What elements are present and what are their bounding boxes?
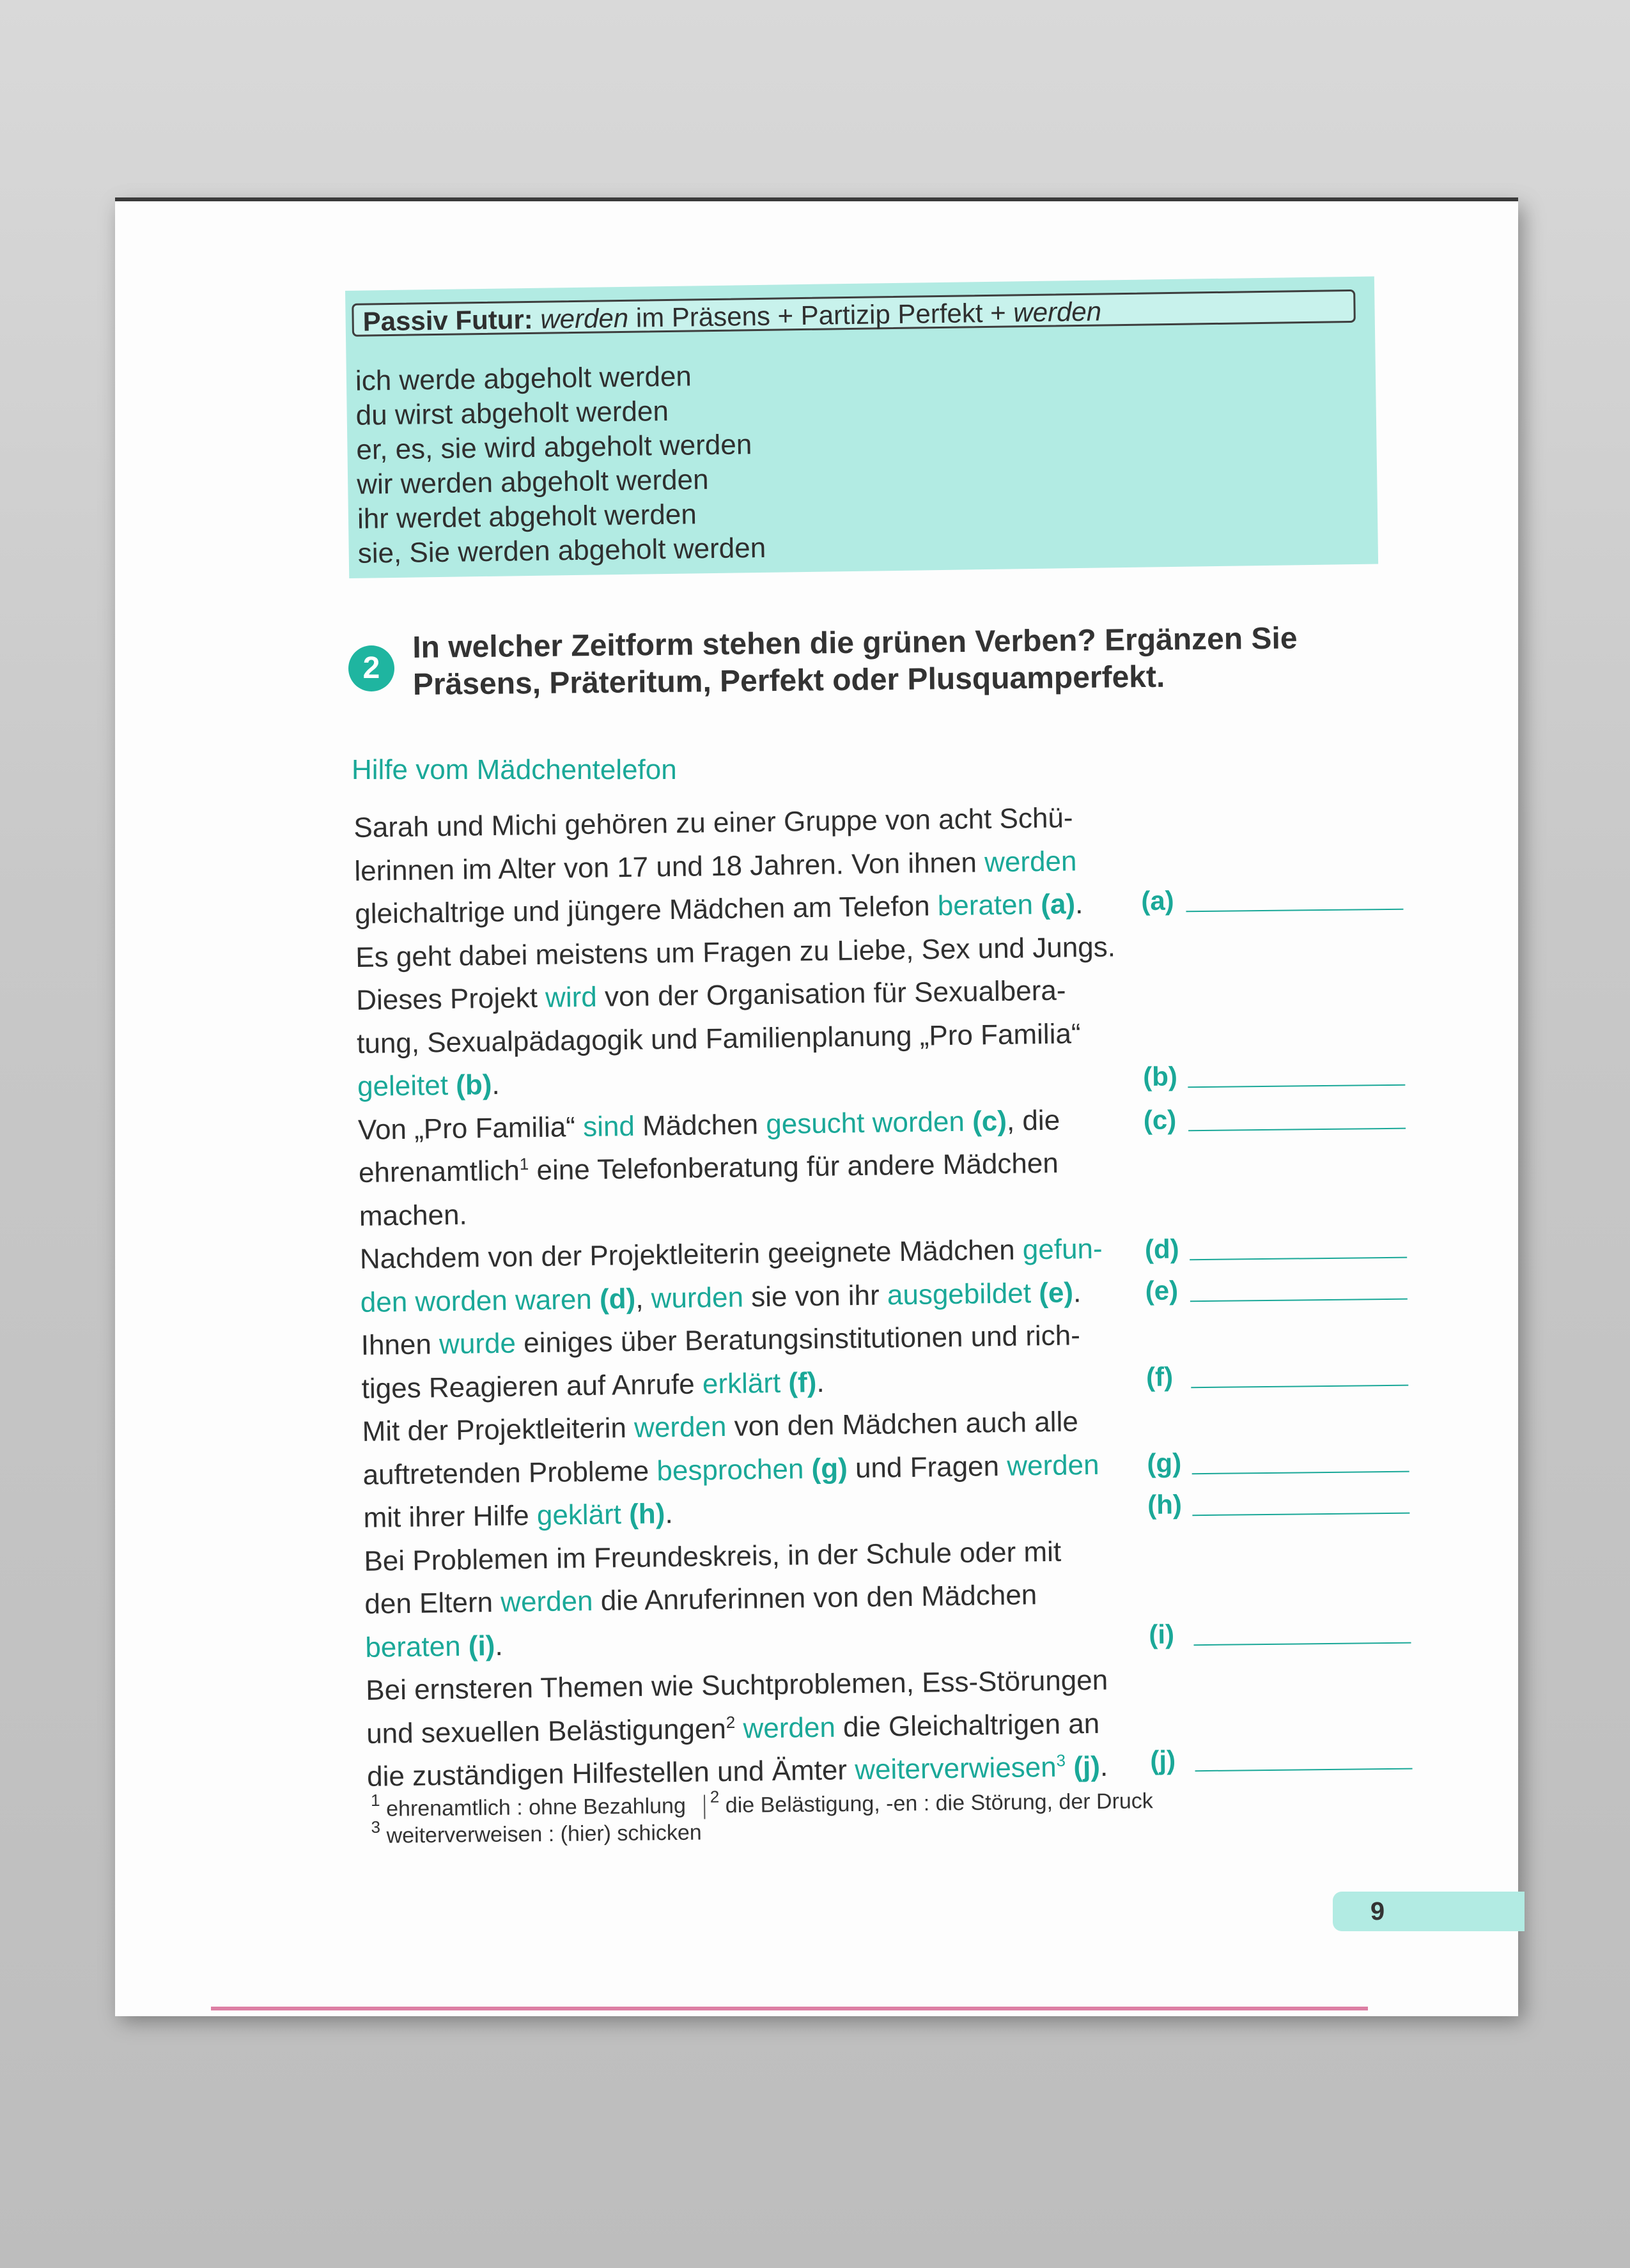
answer-label: (i) bbox=[1149, 1619, 1175, 1649]
text-line: Ihnen wurde einiges über Beratungsinstitutionen und rich- bbox=[361, 1320, 1081, 1361]
conjugation-line: er, es, sie wird abgeholt werden bbox=[356, 429, 752, 466]
answer-label: (c) bbox=[1143, 1104, 1177, 1135]
answer-blank-line[interactable] bbox=[1192, 1513, 1409, 1516]
answer-field-d[interactable] bbox=[1145, 1228, 1408, 1269]
grammar-box bbox=[345, 277, 1378, 578]
conjugation-line: ihr werdet abgeholt werden bbox=[357, 498, 697, 535]
answer-blank-line[interactable] bbox=[1186, 909, 1403, 913]
footnote-text: die Belästigung, -en : die Störung, der Druck bbox=[725, 1789, 1154, 1818]
text-line: den Eltern werden die Anruferinnen von den Mädchen bbox=[364, 1579, 1037, 1620]
answer-label: (d) bbox=[1144, 1233, 1179, 1264]
page-number: 9 bbox=[1370, 1897, 1385, 1925]
grammar-box-header bbox=[352, 289, 1356, 337]
answer-field-h[interactable] bbox=[1147, 1483, 1410, 1524]
answer-field-g[interactable] bbox=[1147, 1442, 1409, 1483]
answer-field-c[interactable] bbox=[1144, 1099, 1406, 1139]
conjugation-line: ich werde abgeholt werden bbox=[355, 360, 692, 397]
answer-field-e[interactable] bbox=[1145, 1269, 1408, 1310]
text-line: und sexuellen Belästigungen$^2$ werden die Gleichaltrigen an bbox=[366, 1708, 1100, 1750]
answer-field-a[interactable] bbox=[1141, 879, 1404, 920]
answer-label: (a) bbox=[1141, 885, 1174, 916]
answer-label: (e) bbox=[1145, 1275, 1179, 1306]
text-line: lerinnen im Alter von 17 und 18 Jahren. Von ihnen werden bbox=[354, 845, 1077, 887]
answer-label: (h) bbox=[1147, 1489, 1183, 1520]
text-line: Bei ernsteren Themen wie Suchtproblemen, Ess-Störungen bbox=[365, 1664, 1108, 1706]
text-line: tung, Sexualpädagogik und Familienplanung „Pro Familia“ bbox=[356, 1017, 1081, 1060]
answer-blank-line[interactable] bbox=[1188, 1128, 1406, 1132]
answer-blank-line[interactable] bbox=[1190, 1257, 1407, 1261]
reading-text-title: Hilfe vom Mädchentelefon bbox=[352, 754, 677, 785]
footnote-divider bbox=[704, 1795, 705, 1819]
answer-blank-line[interactable] bbox=[1192, 1471, 1409, 1475]
footnotes bbox=[371, 1787, 1153, 1849]
footnote-number: 1 bbox=[370, 1790, 380, 1810]
page-number-tab bbox=[1333, 1892, 1525, 1931]
answer-field-j[interactable] bbox=[1150, 1739, 1413, 1780]
exercise-number-badge: 2 bbox=[348, 645, 394, 691]
text-line: auftretenden Probleme besprochen (g) und Fragen werden bbox=[362, 1449, 1099, 1491]
text-line: mit ihrer Hilfe geklärt (h). bbox=[363, 1498, 673, 1534]
answer-field-b[interactable] bbox=[1143, 1055, 1406, 1096]
text-line: Es geht dabei meistens um Fragen zu Liebe, Sex und Jungs. bbox=[355, 930, 1116, 973]
answer-label: (f) bbox=[1145, 1361, 1174, 1392]
page-bottom-edge bbox=[211, 2007, 1368, 2010]
exercise-instruction: In welcher Zeitform stehen die grünen Verben? Ergänzen Sie Präsens, Präteritum, Perfekt oder Plusquamperfekt. bbox=[412, 621, 1298, 702]
grammar-conjugation-list bbox=[355, 359, 766, 571]
text-line: Von „Pro Familia“ sind Mädchen gesucht worden (c), die bbox=[357, 1104, 1060, 1146]
answer-blank-line[interactable] bbox=[1191, 1385, 1408, 1389]
grammar-head-italic-1: werden bbox=[540, 302, 629, 334]
answer-field-i[interactable] bbox=[1149, 1613, 1411, 1654]
text-line: Dieses Projekt wird von der Organisation für Sexualbera- bbox=[355, 975, 1066, 1016]
text-line: Bei Problemen im Freundeskreis, in der Schule oder mit bbox=[364, 1536, 1062, 1577]
text-line: machen. bbox=[359, 1199, 468, 1232]
answer-label: (g) bbox=[1147, 1447, 1182, 1478]
answer-field-f[interactable] bbox=[1146, 1355, 1409, 1396]
footnote-text: ehrenamtlich : ohne Bezahlung bbox=[385, 1793, 687, 1821]
text-line: geleitet (b). bbox=[357, 1068, 500, 1102]
answer-label: (j) bbox=[1150, 1745, 1176, 1775]
footnote-text: weiterverweisen : (hier) schicken bbox=[386, 1820, 702, 1848]
answer-label: (b) bbox=[1142, 1061, 1178, 1092]
text-line: gleichaltrige und jüngere Mädchen am Telefon beraten (a). bbox=[355, 888, 1083, 930]
footnote-number: 2 bbox=[710, 1787, 720, 1807]
answer-blank-line[interactable] bbox=[1193, 1642, 1411, 1646]
text-line: die zuständigen Hilfestellen und Ämter weiterverwiesen$^3$ (j). bbox=[366, 1750, 1108, 1793]
conjugation-line: wir werden abgeholt werden bbox=[356, 464, 709, 500]
text-line: Nachdem von der Projektleiterin geeignete Mädchen gefun- bbox=[359, 1233, 1103, 1275]
answer-blank-line[interactable] bbox=[1188, 1084, 1405, 1088]
text-line: tiges Reagieren auf Anrufe erklärt (f). bbox=[361, 1366, 825, 1405]
answer-blank-line[interactable] bbox=[1190, 1299, 1408, 1302]
text-line: den worden waren (d), wurden sie von ihr ausgebildet (e). bbox=[360, 1276, 1082, 1318]
grammar-head-bold: Passiv Futur: bbox=[362, 304, 534, 337]
footnote-number: 3 bbox=[371, 1817, 381, 1837]
text-line: Sarah und Michi gehören zu einer Gruppe von acht Schü- bbox=[353, 802, 1073, 844]
grammar-head-italic-2: werden bbox=[1013, 296, 1102, 328]
grammar-head-middle: im Präsens + Partizip Perfekt + bbox=[628, 297, 1014, 333]
text-line: Mit der Projektleiterin werden von den Mädchen auch alle bbox=[362, 1406, 1079, 1447]
text-line: beraten (i). bbox=[365, 1630, 503, 1663]
text-line: ehrenamtlich$^1$ eine Telefonberatung für andere Mädchen bbox=[358, 1147, 1059, 1189]
conjugation-line: sie, Sie werden abgeholt werden bbox=[357, 532, 766, 569]
reading-text bbox=[353, 796, 1154, 1799]
conjugation-line: du wirst abgeholt werden bbox=[355, 395, 669, 431]
answer-blank-line[interactable] bbox=[1195, 1768, 1413, 1772]
